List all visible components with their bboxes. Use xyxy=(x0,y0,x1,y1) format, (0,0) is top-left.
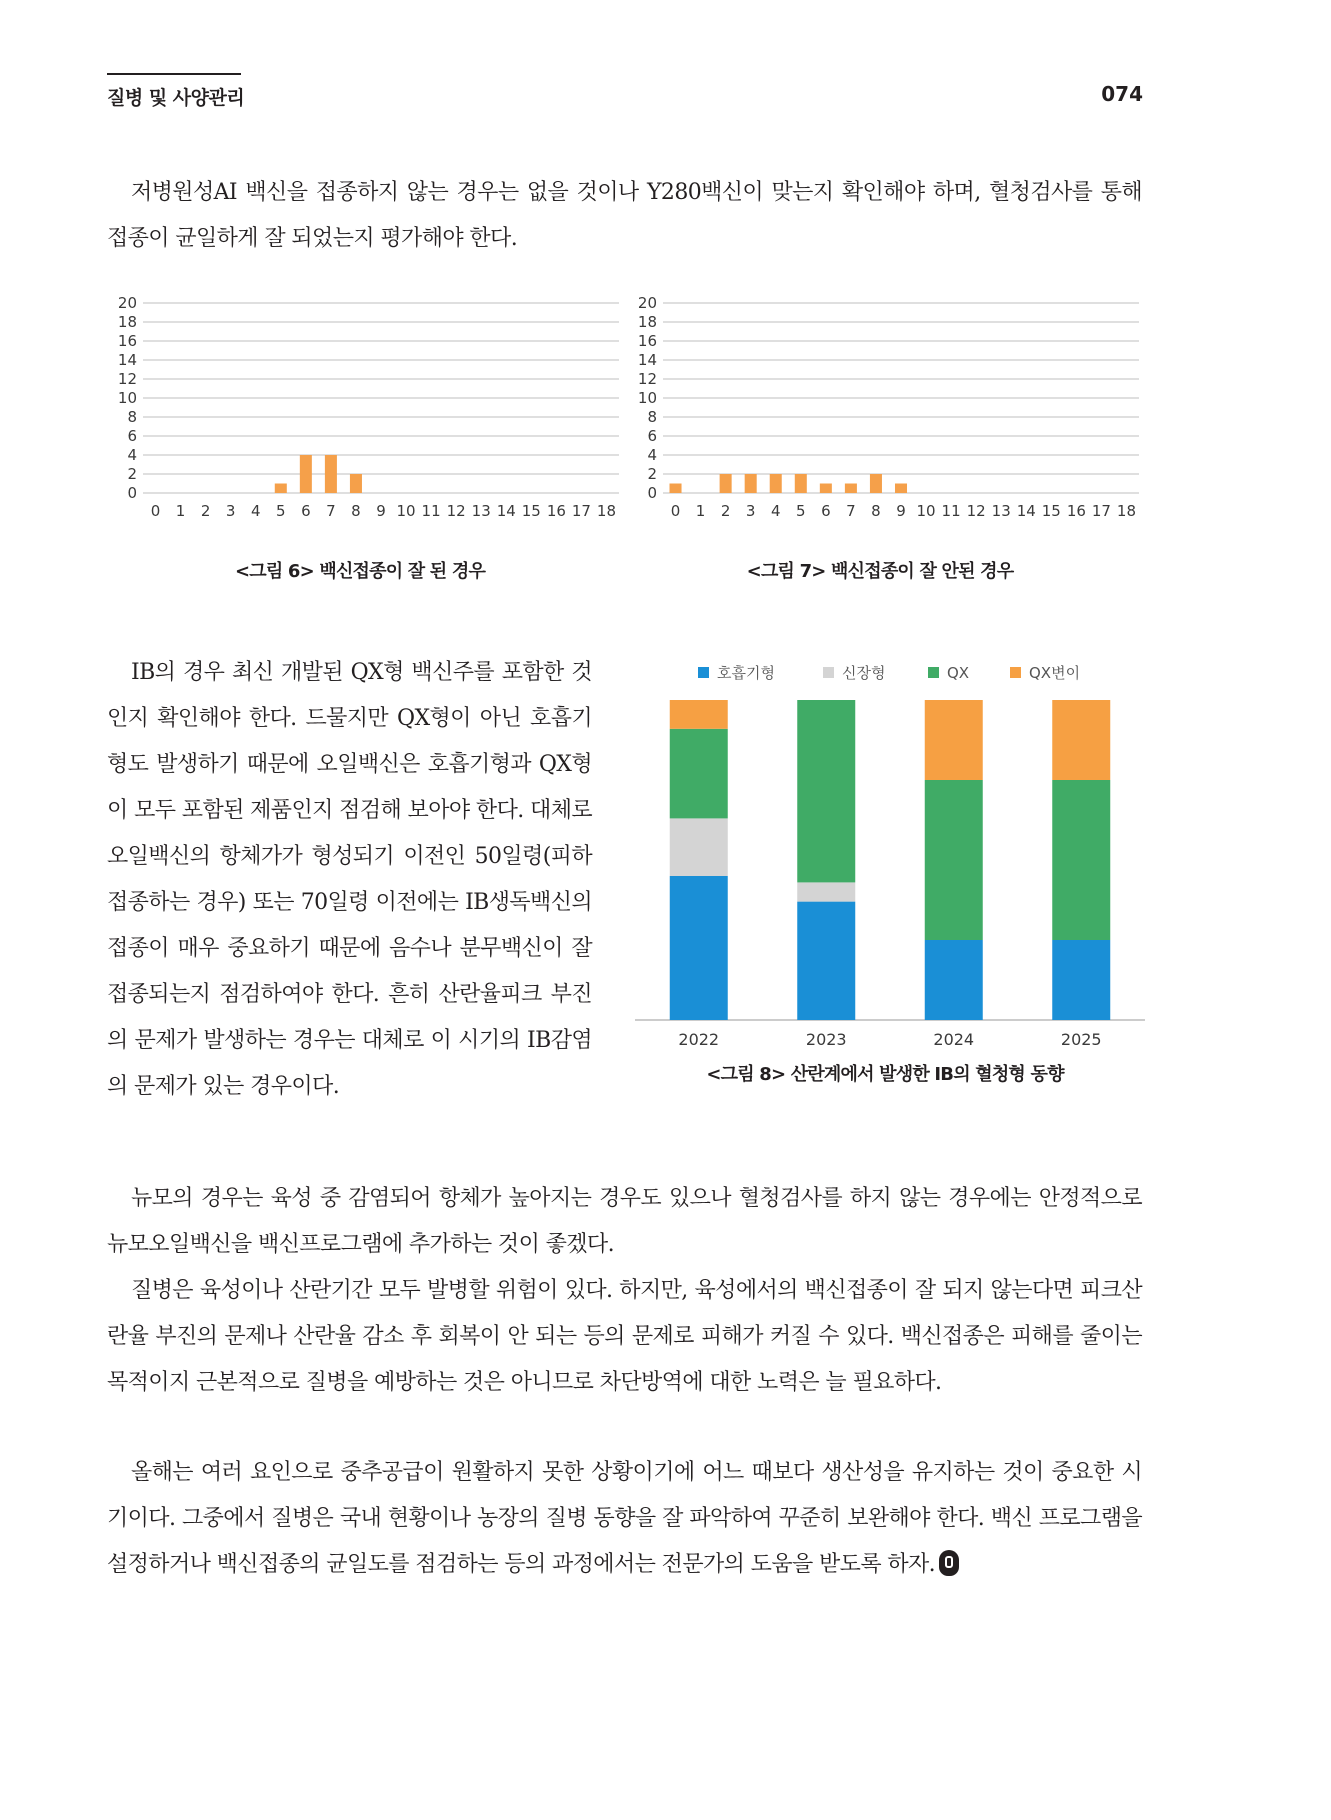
fig6-ytick-label: 10 xyxy=(117,389,137,407)
ib-paragraph: IB의 경우 최신 개발된 QX형 백신주를 포함한 것인지 확인해야 한다. 드물지만 QX형이 아닌 호흡기형도 발생하기 때문에 오일백신은 호흡기형과 QX형이 모두 포함된 제품인지 점검해 보아야 한다. 대체로 오일백신의 항체가가 형성되기 이전인 50일령(피하접종하는 경우) 또는 70일령 이전에는 IB생독백신의 접종이 매우 중요하기 때문에 음수나 분무백신이 잘 접종되는지 점검하여야 한다. 흔히 산란율피크 부진의 문제가 발생하는 경우는 대체로 이 시기의 IB감염의 문제가 있는 경우이다. xyxy=(107,660,592,1099)
fig7-bar xyxy=(820,484,832,494)
fig6-ytick-label: 18 xyxy=(117,313,137,331)
fig8-xtick-label: 2022 xyxy=(678,1030,720,1049)
fig8-legend-swatch xyxy=(823,667,834,678)
fig8-legend-label: QX변이 xyxy=(1029,664,1081,682)
fig6-xtick-label: 0 xyxy=(150,502,161,520)
fig8-bar-segment xyxy=(925,940,983,1020)
fig8-bar-segment xyxy=(670,876,728,1020)
fig7-ytick-label: 4 xyxy=(647,446,657,464)
page-number: 074 xyxy=(1101,82,1143,106)
fig6-xtick-label: 17 xyxy=(571,502,591,520)
fig6-xtick-label: 8 xyxy=(351,502,361,520)
fig6-ytick-label: 2 xyxy=(127,465,137,483)
fig7-xtick-label: 18 xyxy=(1116,502,1137,520)
fig7-ytick-label: 2 xyxy=(647,465,657,483)
fig7-xtick-label: 12 xyxy=(966,502,986,520)
paragraph-nuemo: 뉴모의 경우는 육성 중 감염되어 항체가 높아지는 경우도 있으나 혈청검사를 하지 않는 경우에는 안정적으로 뉴모오일백신을 백신프로그램에 추가하는 것이 좋겠다. xyxy=(107,1186,1142,1257)
fig8-bar-segment xyxy=(797,902,855,1020)
fig8-xtick-label: 2024 xyxy=(933,1030,975,1049)
section-title: 질병 및 사양관리 xyxy=(107,87,245,109)
fig6-xtick-label: 12 xyxy=(446,502,466,520)
fig6-xtick-label: 4 xyxy=(250,502,261,520)
fig8-bar-segment xyxy=(925,780,983,940)
fig6-bar xyxy=(275,484,287,494)
header-rule xyxy=(107,73,241,75)
figure-6-caption: <그림 6> 백신접종이 잘 된 경우 xyxy=(234,561,486,582)
fig7-ytick-label: 20 xyxy=(637,294,657,312)
fig6-ytick-label: 0 xyxy=(127,484,137,502)
fig7-ytick-label: 0 xyxy=(647,484,657,502)
fig6-bar xyxy=(325,455,337,493)
fig7-ytick-label: 14 xyxy=(637,351,657,369)
fig7-xtick-label: 1 xyxy=(695,502,706,520)
fig8-legend-swatch xyxy=(928,667,939,678)
fig7-bar xyxy=(795,474,807,493)
figure-7-chart xyxy=(627,290,1142,540)
fig7-ytick-label: 12 xyxy=(637,370,657,388)
egg-end-icon xyxy=(939,1550,959,1576)
fig8-bar-segment xyxy=(1052,940,1110,1020)
fig6-ytick-label: 12 xyxy=(117,370,137,388)
fig7-xtick-label: 15 xyxy=(1041,502,1061,520)
fig7-xtick-label: 2 xyxy=(720,502,731,520)
fig6-xtick-label: 7 xyxy=(326,502,336,520)
fig8-xtick-label: 2023 xyxy=(805,1030,847,1049)
fig6-ytick-label: 20 xyxy=(117,294,137,312)
fig7-bar xyxy=(670,484,682,494)
figure-8-caption: <그림 8> 산란계에서 발생한 IB의 혈청형 동향 xyxy=(706,1064,1064,1085)
fig8-bar-segment xyxy=(925,700,983,780)
fig8-legend-label: 신장형 xyxy=(842,664,886,682)
fig7-xtick-label: 17 xyxy=(1091,502,1111,520)
fig7-xtick-label: 11 xyxy=(941,502,961,520)
fig6-xtick-label: 6 xyxy=(301,502,311,520)
fig7-ytick-label: 10 xyxy=(637,389,657,407)
fig6-bar xyxy=(300,455,312,493)
fig6-bar xyxy=(350,474,362,493)
fig7-xtick-label: 3 xyxy=(745,502,756,520)
fig6-xtick-label: 15 xyxy=(521,502,541,520)
fig8-bar-segment xyxy=(670,700,728,729)
figure-8-svg xyxy=(625,650,1145,1050)
fig6-xtick-label: 3 xyxy=(225,502,236,520)
fig7-ytick-label: 16 xyxy=(637,332,657,350)
fig6-xtick-label: 13 xyxy=(471,502,491,520)
fig6-ytick-label: 4 xyxy=(127,446,137,464)
figure-7-caption: <그림 7> 백신접종이 잘 안된 경우 xyxy=(746,561,1014,582)
figure-6-svg xyxy=(107,290,622,540)
fig6-xtick-label: 9 xyxy=(376,502,386,520)
fig7-xtick-label: 5 xyxy=(796,502,806,520)
fig7-bar xyxy=(870,474,882,493)
fig6-xtick-label: 14 xyxy=(496,502,516,520)
intro-paragraph: 저병원성AI 백신을 접종하지 않는 경우는 없을 것이나 Y280백신이 맞는지 확인해야 하며, 혈청검사를 통해 접종이 균일하게 잘 되었는지 평가해야 한다. xyxy=(107,180,1142,251)
fig7-bar xyxy=(770,474,782,493)
fig7-bar xyxy=(720,474,732,493)
fig6-xtick-label: 5 xyxy=(276,502,286,520)
paragraph-closing-text: 올해는 여러 요인으로 중추공급이 원활하지 못한 상황이기에 어느 때보다 생산성을 유지하는 것이 중요한 시기이다. 그중에서 질병은 국내 현황이나 농장의 질병 동향을 잘 파악하여 꾸준히 보완해야 한다. 백신 프로그램을 설정하거나 백신접종의 균일도를 점검하는 등의 과정에서는 전문가의 도움을 받도록 하자. xyxy=(107,1460,1142,1577)
fig6-xtick-label: 11 xyxy=(421,502,441,520)
fig8-bar-segment xyxy=(1052,780,1110,940)
figure-7-svg xyxy=(627,290,1142,540)
fig8-bar-segment xyxy=(797,882,855,901)
figure-8-chart xyxy=(625,650,1145,1050)
fig8-bar-segment xyxy=(670,818,728,876)
fig7-xtick-label: 6 xyxy=(821,502,831,520)
fig7-bar xyxy=(745,474,757,493)
fig6-ytick-label: 6 xyxy=(127,427,137,445)
fig7-xtick-label: 9 xyxy=(896,502,906,520)
fig6-ytick-label: 16 xyxy=(117,332,137,350)
fig7-bar xyxy=(895,484,907,494)
fig7-xtick-label: 7 xyxy=(846,502,856,520)
fig8-xtick-label: 2025 xyxy=(1060,1030,1102,1049)
fig7-xtick-label: 14 xyxy=(1016,502,1036,520)
fig7-xtick-label: 10 xyxy=(916,502,936,520)
fig8-bar-segment xyxy=(797,700,855,882)
fig7-ytick-label: 8 xyxy=(647,408,657,426)
fig7-xtick-label: 8 xyxy=(871,502,881,520)
fig8-bar-segment xyxy=(670,729,728,819)
fig6-xtick-label: 18 xyxy=(596,502,617,520)
fig6-ytick-label: 8 xyxy=(127,408,137,426)
fig6-xtick-label: 1 xyxy=(175,502,186,520)
paragraph-disease: 질병은 육성이나 산란기간 모두 발병할 위험이 있다. 하지만, 육성에서의 백신접종이 잘 되지 않는다면 피크산란율 부진의 문제나 산란율 감소 후 회복이 안 되는 등의 문제로 피해가 커질 수 있다. 백신접종은 피해를 줄이는 목적이지 근본적으로 질병을 예방하는 것은 아니므로 차단방역에 대한 노력은 늘 필요하다. xyxy=(107,1278,1142,1395)
fig7-xtick-label: 4 xyxy=(770,502,781,520)
fig8-legend-label: 호흡기형 xyxy=(717,664,775,682)
fig6-xtick-label: 10 xyxy=(396,502,416,520)
fig7-xtick-label: 13 xyxy=(991,502,1011,520)
fig6-ytick-label: 14 xyxy=(117,351,137,369)
paragraph-closing xyxy=(107,1450,1142,1588)
fig7-xtick-label: 0 xyxy=(670,502,681,520)
fig8-legend-swatch xyxy=(1010,667,1021,678)
fig8-legend-swatch xyxy=(698,667,709,678)
figure-6-chart xyxy=(107,290,622,540)
fig6-xtick-label: 16 xyxy=(546,502,566,520)
fig8-legend-label: QX xyxy=(947,664,970,682)
fig7-bar xyxy=(845,484,857,494)
fig7-ytick-label: 18 xyxy=(637,313,657,331)
fig7-ytick-label: 6 xyxy=(647,427,657,445)
fig6-xtick-label: 2 xyxy=(200,502,211,520)
fig7-xtick-label: 16 xyxy=(1066,502,1086,520)
fig8-bar-segment xyxy=(1052,700,1110,780)
